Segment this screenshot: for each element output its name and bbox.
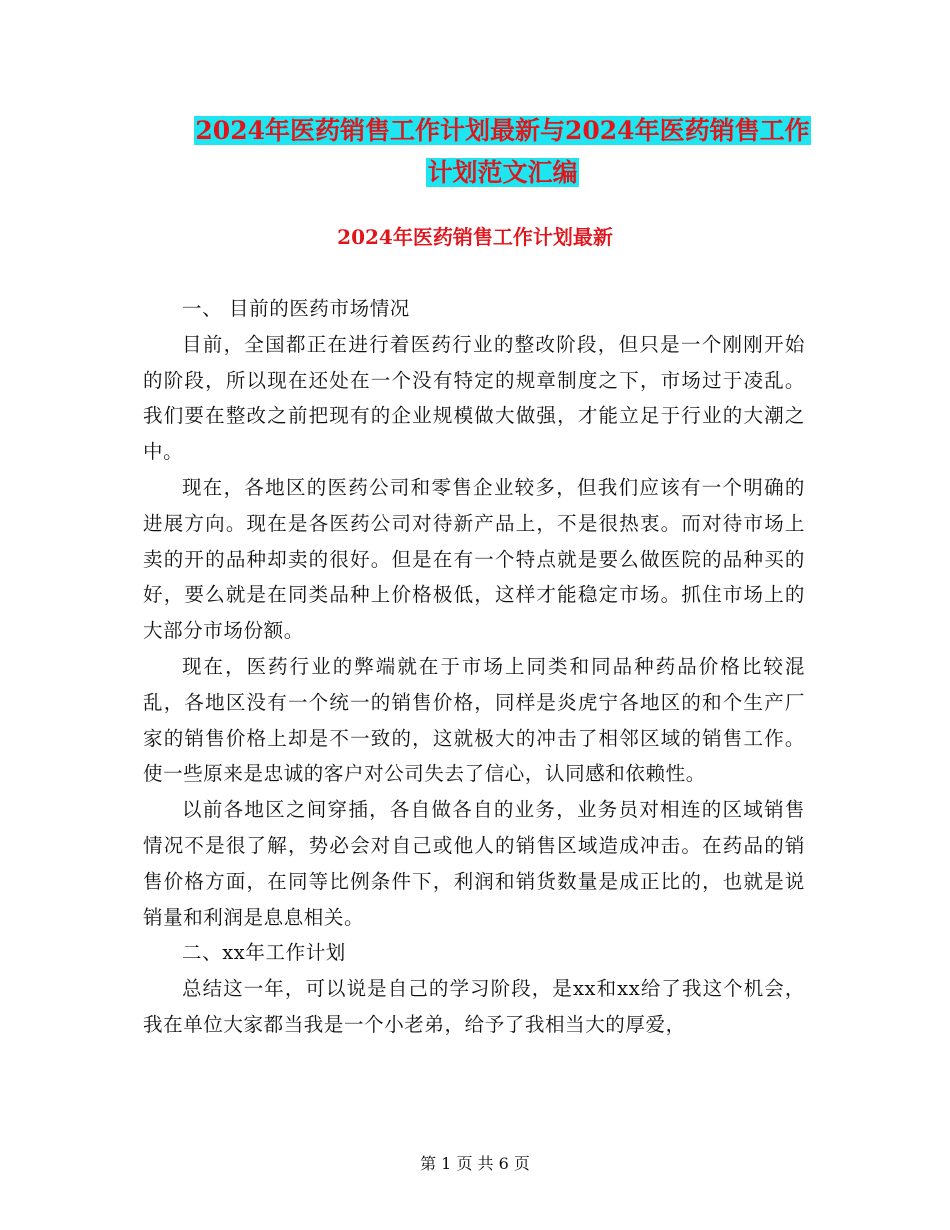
paragraph: 目前，全国都正在进行着医药行业的整改阶段，但只是一个刚刚开始的阶段，所以现在还处在一个没有特定的规章制度之下，市场过于凌乱。我们要在整改之前把现有的企业规模做大做强，才能立足于行业的大潮之中。	[143, 332, 805, 464]
document-title	[100, 110, 905, 194]
paragraph: 现在，医药行业的弊端就在于市场上同类和同品种药品价格比较混乱，各地区没有一个统一的销售价格，同样是炎虎宁各地区的和个生产厂家的销售价格上却是不一致的，这就极大的冲击了相邻区域的销售工作。使一些原来是忠诚的客户对公司失去了信心，认同感和依赖性。	[143, 654, 805, 786]
document-body	[143, 291, 805, 1043]
heading-market-situation: 一、 目前的医药市场情况	[182, 297, 410, 320]
document-title-line1: 2024年医药销售工作计划最新与2024年医药销售工作	[195, 116, 810, 145]
heading-work-plan: 二、xx年工作计划	[182, 941, 346, 965]
paragraph: 总结这一年，可以说是自己的学习阶段，是xx和xx给了我这个机会，我在单位大家都当我是一个小老弟，给予了我相当大的厚爱，	[143, 977, 805, 1036]
document-title-line2: 计划范文汇编	[427, 158, 578, 187]
section-title: 2024年医药销售工作计划最新	[337, 225, 613, 249]
page-footer: 第 1 页 共 6 页	[420, 1154, 530, 1173]
paragraph: 现在，各地区的医药公司和零售企业较多，但我们应该有一个明确的进展方向。现在是各医药公司对待新产品上，不是很热衷。而对待市场上卖的开的品种却卖的很好。但是在有一个特点就是要么做医院的品种买的好，要么就是在同类品种上价格极低，这样才能稳定市场。抓住市场上的大部分市场份额。	[143, 475, 805, 643]
paragraph: 以前各地区之间穿插，各自做各自的业务，业务员对相连的区域销售情况不是很了解，势必会对自己或他人的销售区域造成冲击。在药品的销售价格方面，在同等比例条件下，利润和销货数量是成正比的，也就是说销量和利润是息息相关。	[143, 798, 805, 929]
